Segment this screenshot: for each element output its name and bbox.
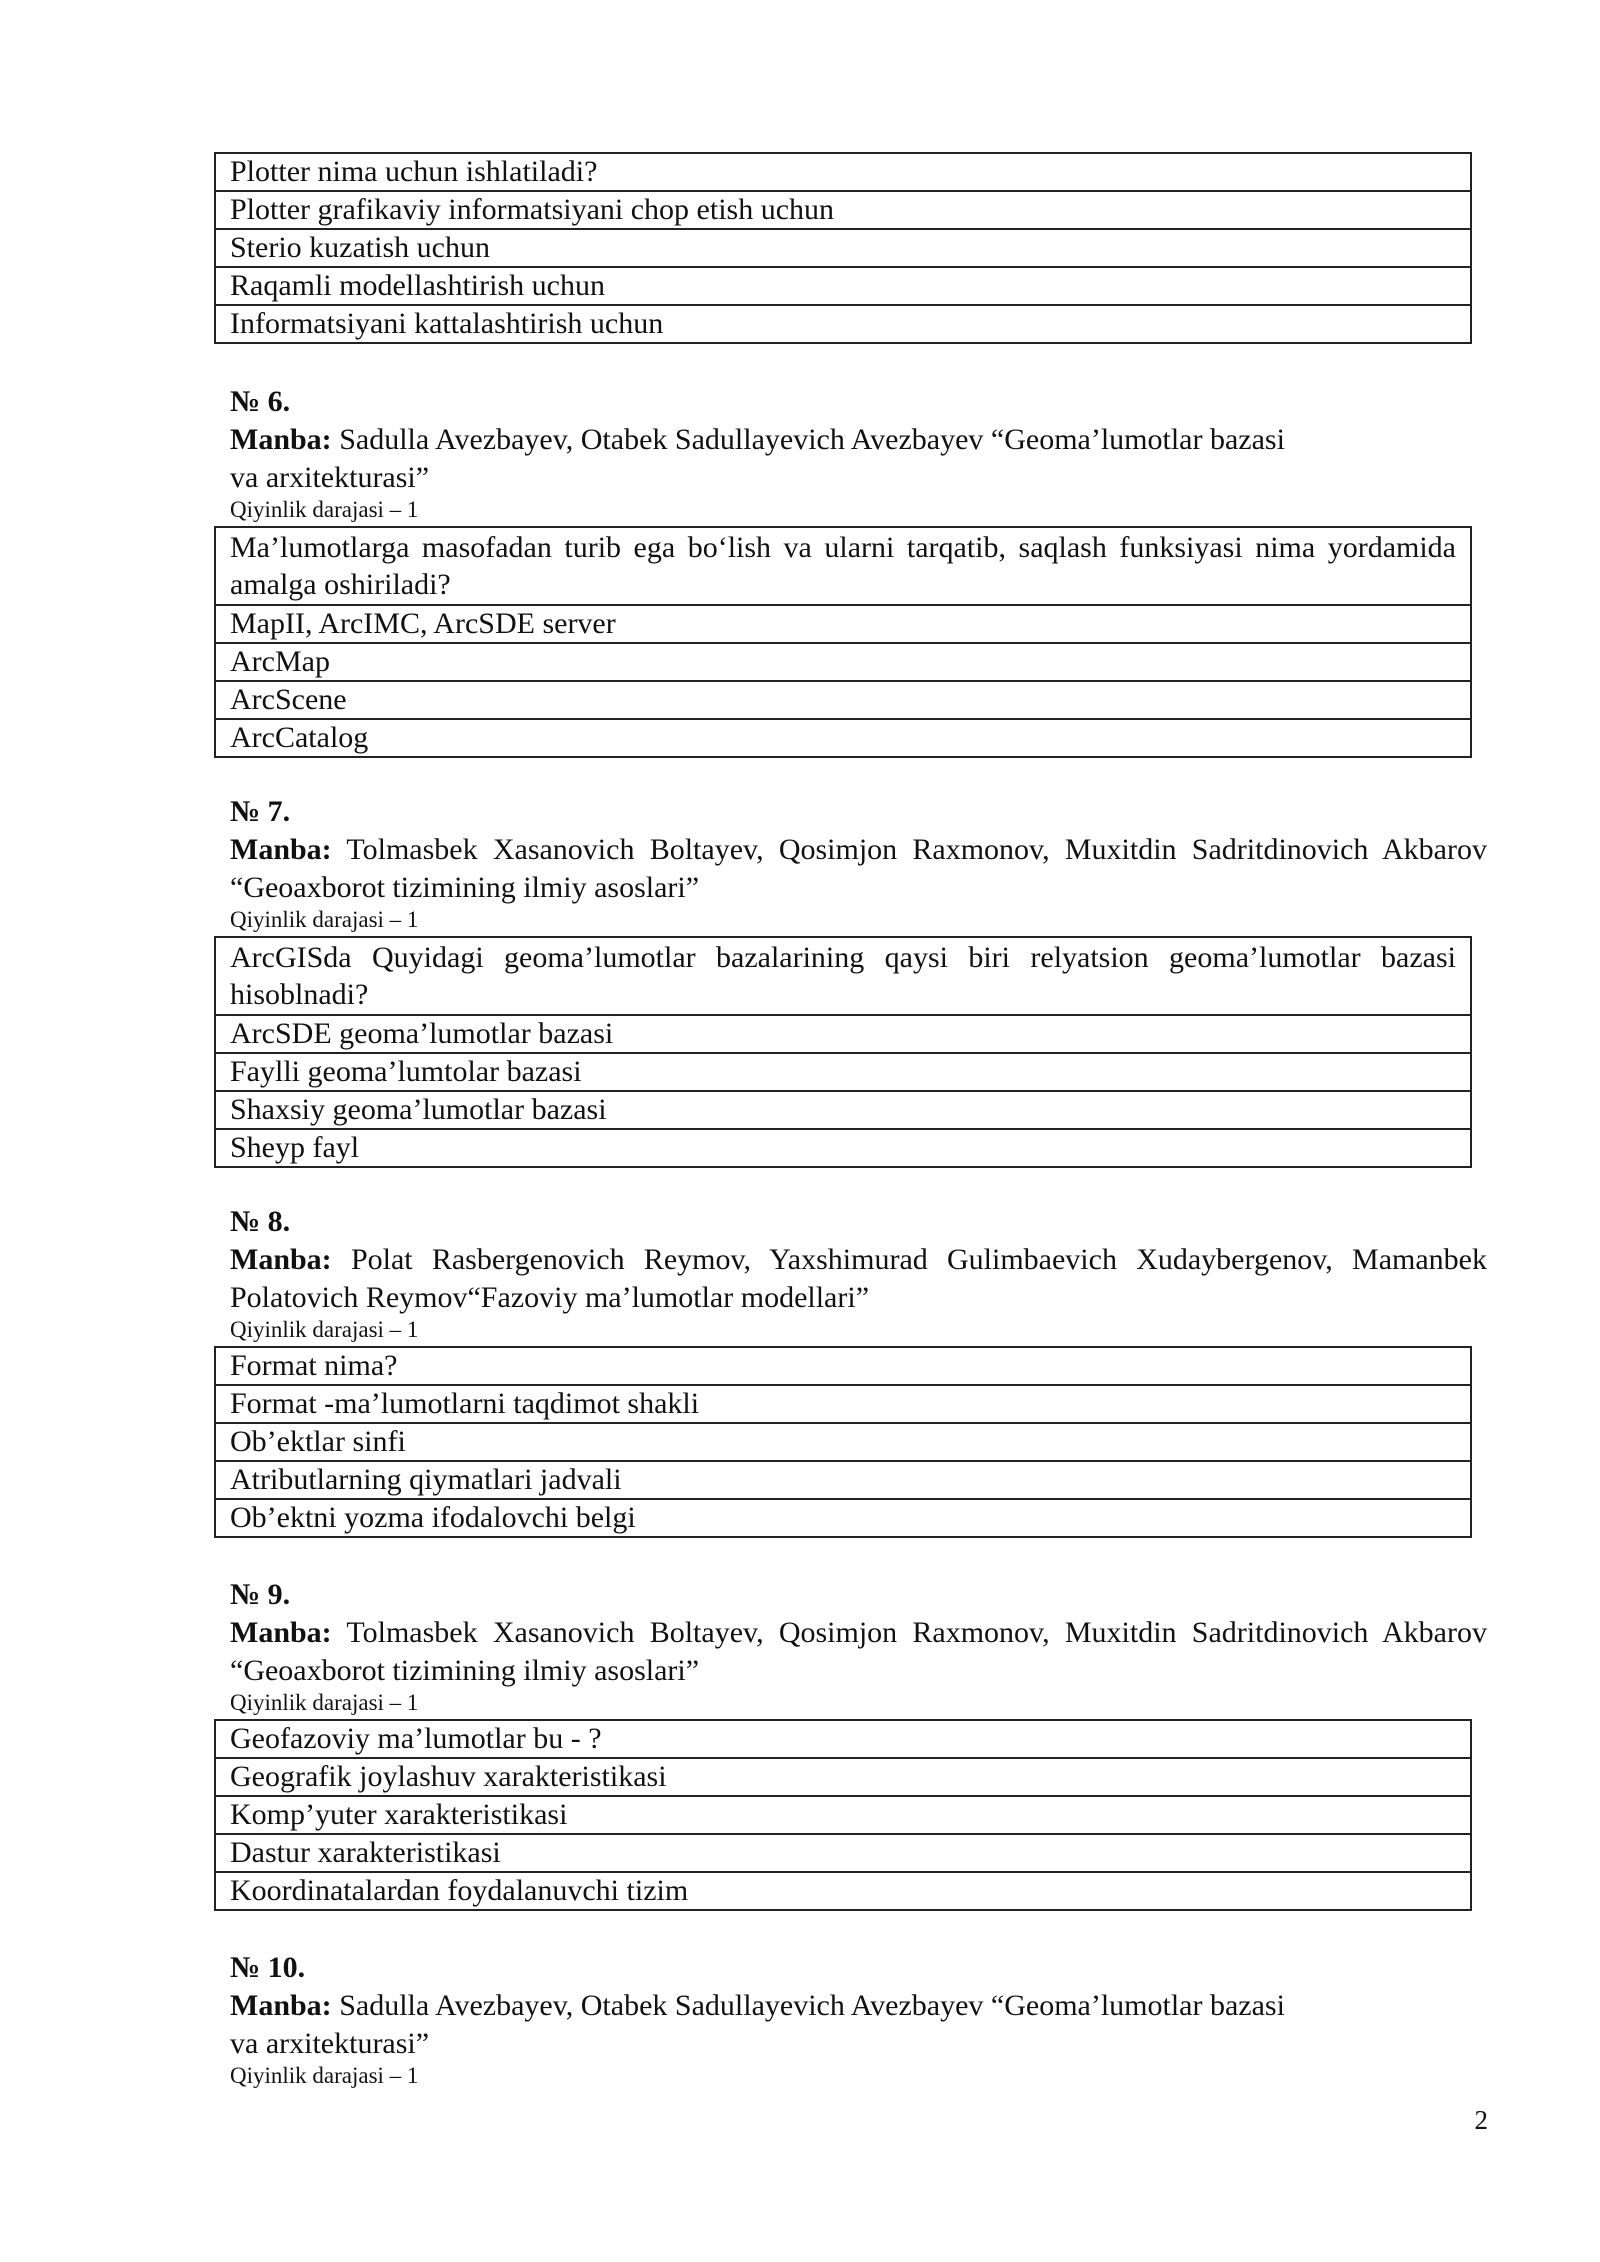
question-cell: Ma’lumotlarga masofadan turib ega bo‘lish va ularni tarqatib, saqlash funksiyasi nima yordamida amalga oshiriladi? xyxy=(215,527,1471,605)
source-label: Manba: xyxy=(230,1243,332,1276)
answer-cell: Sterio kuzatish uchun xyxy=(215,229,1471,267)
difficulty-level: Qiyinlik darajasi – 1 xyxy=(230,1317,419,1342)
answer-cell: Plotter grafikaviy informatsiyani chop etish uchun xyxy=(215,191,1471,229)
answer-cell: MapII, ArcIMC, ArcSDE server xyxy=(215,605,1471,643)
source-label: Manba: xyxy=(230,1989,332,2022)
answer-cell: Raqamli modellashtirish uchun xyxy=(215,267,1471,305)
answer-cell: ArcCatalog xyxy=(215,719,1471,757)
source-text: Tolmasbek Xasanovich Boltayev, Qosimjon Raxmonov, Muxitdin Sadritdinovich Akbarov “Geoaxborot tizimining ilmiy asoslari” xyxy=(230,833,1487,904)
question-number: № 7. xyxy=(230,795,291,828)
answer-cell: Informatsiyani kattalashtirish uchun xyxy=(215,305,1471,343)
q8-table xyxy=(214,1346,1472,1538)
source-text: Sadulla Avezbayev, Otabek Sadullayevich Avezbayev “Geoma’lumotlar bazasi xyxy=(339,423,1285,456)
source-line xyxy=(230,421,1487,459)
source-label: Manba: xyxy=(230,1616,332,1649)
q5-table xyxy=(214,152,1472,344)
answer-cell: Komp’yuter xarakteristikasi xyxy=(215,1796,1471,1834)
difficulty-level: Qiyinlik darajasi – 1 xyxy=(230,1690,419,1715)
answer-cell: Ob’ektni yozma ifodalovchi belgi xyxy=(215,1499,1471,1537)
source-line xyxy=(230,831,1487,907)
source-label: Manba: xyxy=(230,833,332,866)
q9-table xyxy=(214,1719,1472,1911)
difficulty-level: Qiyinlik darajasi – 1 xyxy=(230,2063,419,2088)
source-text: Tolmasbek Xasanovich Boltayev, Qosimjon Raxmonov, Muxitdin Sadritdinovich Akbarov “Geoaxborot tizimining ilmiy asoslari” xyxy=(230,1616,1487,1687)
question-number: № 9. xyxy=(230,1578,291,1611)
answer-cell: Sheyp fayl xyxy=(215,1129,1471,1167)
answer-cell: Format -ma’lumotlarni taqdimot shakli xyxy=(215,1385,1471,1423)
source-text: Sadulla Avezbayev, Otabek Sadullayevich Avezbayev “Geoma’lumotlar bazasi xyxy=(339,1989,1285,2022)
question-cell: Geofazoviy ma’lumotlar bu - ? xyxy=(215,1720,1471,1758)
answer-cell: Atributlarning qiymatlari jadvali xyxy=(215,1461,1471,1499)
q10-header xyxy=(230,1949,1487,2089)
answer-cell: Koordinatalardan foydalanuvchi tizim xyxy=(215,1872,1471,1910)
question-cell: ArcGISda Quyidagi geoma’lumotlar bazalarining qaysi biri relyatsion geoma’lumotlar bazasi hisoblnadi? xyxy=(215,937,1471,1015)
answer-cell: Faylli geoma’lumtolar bazasi xyxy=(215,1053,1471,1091)
q6-header xyxy=(230,383,1487,523)
source-line-cont: va arxitekturasi” xyxy=(230,461,430,494)
answer-cell: Shaxsiy geoma’lumotlar bazasi xyxy=(215,1091,1471,1129)
source-text: Polat Rasbergenovich Reymov, Yaxshimurad Gulimbaevich Xudaybergenov, Mamanbek Polatovich Reymov“Fazoviy ma’lumotlar modellari” xyxy=(230,1243,1488,1314)
question-number: № 10. xyxy=(230,1951,306,1984)
question-number: № 6. xyxy=(230,385,291,418)
difficulty-level: Qiyinlik darajasi – 1 xyxy=(230,907,419,932)
q9-header xyxy=(230,1576,1487,1716)
answer-cell: ArcSDE geoma’lumotlar bazasi xyxy=(215,1015,1471,1053)
q6-table xyxy=(214,526,1472,758)
answer-cell: Geografik joylashuv xarakteristikasi xyxy=(215,1758,1471,1796)
question-number: № 8. xyxy=(230,1205,291,1238)
page-number: 2 xyxy=(1474,2105,1488,2135)
source-line xyxy=(230,1614,1487,1690)
answer-cell: ArcScene xyxy=(215,681,1471,719)
question-cell: Format nima? xyxy=(215,1347,1471,1385)
difficulty-level: Qiyinlik darajasi – 1 xyxy=(230,497,419,522)
answer-cell: Dastur xarakteristikasi xyxy=(215,1834,1471,1872)
q7-table xyxy=(214,936,1472,1168)
q7-header xyxy=(230,793,1487,933)
source-line xyxy=(230,1241,1487,1317)
source-label: Manba: xyxy=(230,423,332,456)
q8-header xyxy=(230,1203,1487,1343)
answer-cell: Ob’ektlar sinfi xyxy=(215,1423,1471,1461)
question-cell: Plotter nima uchun ishlatiladi? xyxy=(215,153,1471,191)
answer-cell: ArcMap xyxy=(215,643,1471,681)
source-line xyxy=(230,1987,1487,2025)
source-line-cont: va arxitekturasi” xyxy=(230,2027,430,2060)
